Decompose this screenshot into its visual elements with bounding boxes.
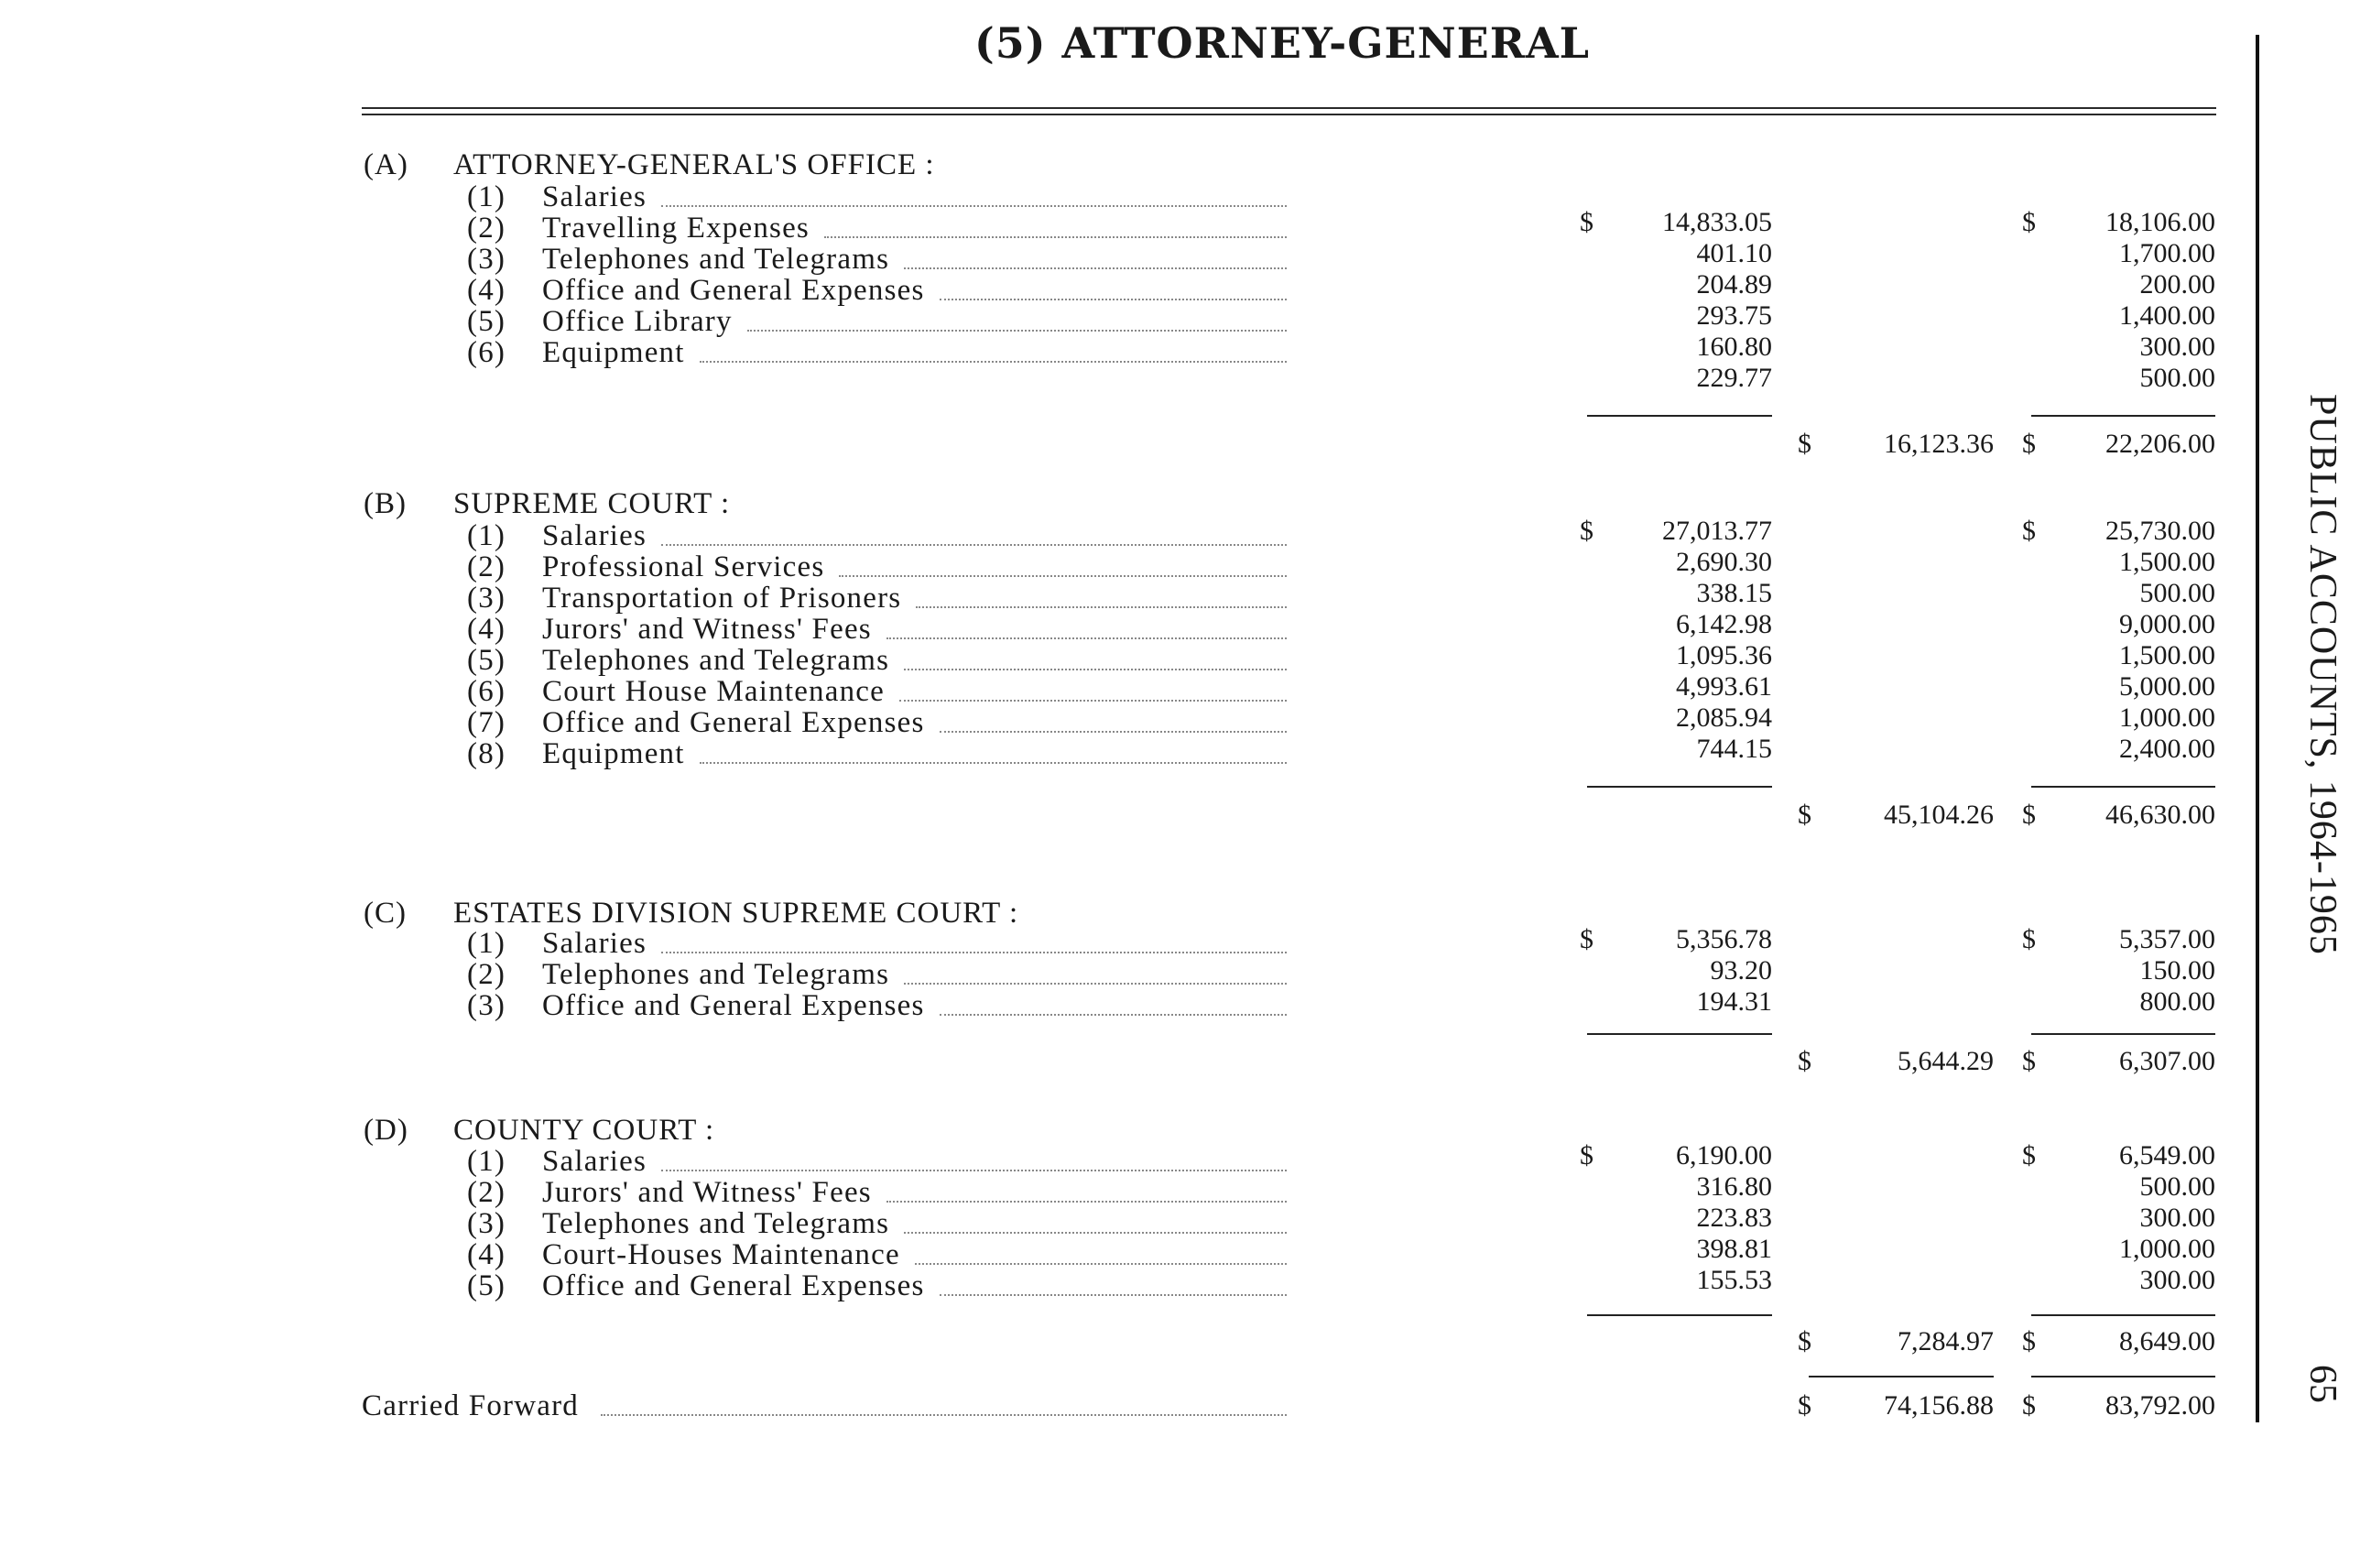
item-number: (4) [467,274,506,307]
total-rule [2031,1376,2215,1377]
expenditure-value: 5,356.78 [1676,924,1772,954]
item-label: Jurors' and Witness' Fees [542,1176,872,1209]
expenditure-value: 6,142.98 [1676,609,1772,639]
section-total-estimate: 8,649.00 [2119,1326,2215,1356]
estimate-value: 25,730.00 [2105,516,2215,546]
subtotal-rule [2031,786,2215,788]
currency-sign: $ [1798,800,1811,830]
dot-leader [899,700,1287,702]
dot-leader [940,731,1287,733]
estimate-value: 18,106.00 [2105,207,2215,237]
item-label: Salaries [542,1145,647,1178]
item-label: Office Library [542,305,733,338]
item-label: Telephones and Telegrams [542,243,890,276]
expenditure-value: 160.80 [1696,332,1772,362]
item-number: (7) [467,706,506,739]
item-number: (5) [467,644,506,677]
carried-forward-label: Carried Forward [362,1389,580,1422]
side-title: PUBLIC ACCOUNTS, 1964-1965 [2301,394,2344,955]
subtotal-rule [1587,786,1772,788]
section-letter: (C) [364,897,407,930]
section-total-estimate: 22,206.00 [2105,429,2215,459]
item-number: (1) [467,180,506,213]
item-number: (4) [467,613,506,646]
section-total-estimate: 6,307.00 [2119,1046,2215,1076]
estimate-value: 1,500.00 [2119,640,2215,670]
expenditure-value: 338.15 [1696,578,1772,608]
estimate-value: 1,500.00 [2119,547,2215,577]
estimate-value: 500.00 [2139,1171,2215,1202]
subtotal-rule [2031,1033,2215,1035]
section-total-estimate: 46,630.00 [2105,800,2215,830]
expenditure-value: 194.31 [1696,986,1772,1017]
currency-sign: $ [1580,516,1593,546]
estimate-value: 800.00 [2139,986,2215,1017]
estimate-value: 6,549.00 [2119,1140,2215,1171]
expenditure-value: 204.89 [1696,269,1772,299]
dot-leader [601,1414,1287,1416]
item-label: Salaries [542,519,647,552]
dot-leader [839,575,1287,577]
item-label: Court-Houses Maintenance [542,1238,900,1271]
dot-leader [904,983,1287,985]
dot-leader [661,952,1287,953]
expenditure-value: 401.10 [1696,238,1772,268]
item-number: (2) [467,212,506,245]
estimate-value: 300.00 [2139,1265,2215,1295]
item-number: (6) [467,675,506,708]
item-number: (1) [467,927,506,960]
dot-leader [661,205,1287,207]
estimate-value: 1,400.00 [2119,300,2215,331]
dot-leader [886,1201,1287,1203]
item-label: Professional Services [542,550,825,583]
item-label: Telephones and Telegrams [542,958,890,991]
total-rule [1809,1376,1994,1377]
estimate-value: 200.00 [2139,269,2215,299]
section-letter: (A) [364,148,408,181]
margin-rule [2256,35,2259,1422]
item-number: (1) [467,519,506,552]
expenditure-value: 293.75 [1696,300,1772,331]
expenditure-value: 93.20 [1710,955,1772,985]
page-number: 65 [2301,1365,2344,1403]
expenditure-value: 4,993.61 [1676,671,1772,702]
item-number: (2) [467,1176,506,1209]
estimate-value: 1,000.00 [2119,1234,2215,1264]
item-label: Office and General Expenses [542,989,925,1022]
item-number: (3) [467,989,506,1022]
header-rule [362,107,2216,109]
currency-sign: $ [1580,1140,1593,1171]
section-letter: (D) [364,1114,408,1147]
header-rule [362,114,2216,115]
section-title: ATTORNEY-GENERAL'S OFFICE : [453,148,935,181]
section-total-expenditure: 45,104.26 [1884,800,1994,830]
dot-leader [904,669,1287,670]
expenditure-value: 229.77 [1696,363,1772,393]
expenditure-value: 6,190.00 [1676,1140,1772,1171]
subtotal-rule [2031,415,2215,417]
page-title: (5) ATTORNEY-GENERAL [974,18,1590,68]
item-number: (2) [467,958,506,991]
expenditure-value: 2,085.94 [1676,702,1772,733]
item-number: (6) [467,336,506,369]
dot-leader [940,1294,1287,1296]
estimate-value: 500.00 [2139,578,2215,608]
expenditure-value: 223.83 [1696,1203,1772,1233]
item-label: Office and General Expenses [542,274,925,307]
item-number: (3) [467,243,506,276]
currency-sign: $ [2022,516,2036,546]
section-total-expenditure: 7,284.97 [1898,1326,1994,1356]
currency-sign: $ [2022,1140,2036,1171]
subtotal-rule [1587,415,1772,417]
estimate-value: 300.00 [2139,1203,2215,1233]
item-label: Office and General Expenses [542,706,925,739]
estimate-value: 300.00 [2139,332,2215,362]
dot-leader [886,637,1287,639]
currency-sign: $ [1580,924,1593,954]
dot-leader [824,236,1287,238]
expenditure-value: 2,690.30 [1676,547,1772,577]
item-label: Salaries [542,180,647,213]
dot-leader [700,361,1287,363]
section-title: COUNTY COURT : [453,1114,715,1147]
currency-sign: $ [2022,207,2036,237]
subtotal-rule [1587,1314,1772,1316]
dot-leader [747,330,1287,332]
currency-sign: $ [2022,924,2036,954]
section-letter: (B) [364,487,407,520]
dot-leader [916,606,1287,608]
currency-sign: $ [1798,1326,1811,1356]
dot-leader [940,299,1287,300]
dot-leader [700,762,1287,764]
section-title: ESTATES DIVISION SUPREME COURT : [453,897,1019,930]
subtotal-rule [2031,1314,2215,1316]
expenditure-value: 744.15 [1696,734,1772,764]
item-label: Equipment [542,336,685,369]
estimate-value: 5,357.00 [2119,924,2215,954]
section-total-expenditure: 16,123.36 [1884,429,1994,459]
item-label: Office and General Expenses [542,1269,925,1302]
expenditure-value: 155.53 [1696,1265,1772,1295]
currency-sign: $ [1798,1390,1811,1421]
dot-leader [661,544,1287,546]
currency-sign: $ [2022,1046,2036,1076]
estimate-value: 2,400.00 [2119,734,2215,764]
currency-sign: $ [2022,429,2036,459]
expenditure-value: 14,833.05 [1662,207,1772,237]
item-label: Travelling Expenses [542,212,810,245]
item-label: Equipment [542,737,685,770]
item-number: (4) [467,1238,506,1271]
item-label: Telephones and Telegrams [542,644,890,677]
carried-forward-expenditure: 74,156.88 [1884,1390,1994,1421]
item-number: (5) [467,305,506,338]
expenditure-value: 27,013.77 [1662,516,1772,546]
item-number: (3) [467,582,506,615]
currency-sign: $ [1580,207,1593,237]
subtotal-rule [1587,1033,1772,1035]
item-number: (5) [467,1269,506,1302]
estimate-value: 5,000.00 [2119,671,2215,702]
item-number: (1) [467,1145,506,1178]
dot-leader [915,1263,1287,1265]
item-number: (3) [467,1207,506,1240]
dot-leader [661,1170,1287,1171]
estimate-value: 150.00 [2139,955,2215,985]
estimate-value: 9,000.00 [2119,609,2215,639]
currency-sign: $ [2022,1326,2036,1356]
dot-leader [904,1232,1287,1234]
currency-sign: $ [2022,1390,2036,1421]
expenditure-value: 398.81 [1696,1234,1772,1264]
item-label: Court House Maintenance [542,675,886,708]
estimate-value: 500.00 [2139,363,2215,393]
item-label: Transportation of Prisoners [542,582,902,615]
expenditure-value: 316.80 [1696,1171,1772,1202]
item-label: Jurors' and Witness' Fees [542,613,872,646]
item-number: (2) [467,550,506,583]
currency-sign: $ [1798,429,1811,459]
currency-sign: $ [2022,800,2036,830]
section-title: SUPREME COURT : [453,487,731,520]
dot-leader [940,1014,1287,1016]
item-label: Salaries [542,927,647,960]
item-label: Telephones and Telegrams [542,1207,890,1240]
dot-leader [904,267,1287,269]
expenditure-value: 1,095.36 [1676,640,1772,670]
carried-forward-estimate: 83,792.00 [2105,1390,2215,1421]
item-number: (8) [467,737,506,770]
estimate-value: 1,700.00 [2119,238,2215,268]
estimate-value: 1,000.00 [2119,702,2215,733]
currency-sign: $ [1798,1046,1811,1076]
section-total-expenditure: 5,644.29 [1898,1046,1994,1076]
